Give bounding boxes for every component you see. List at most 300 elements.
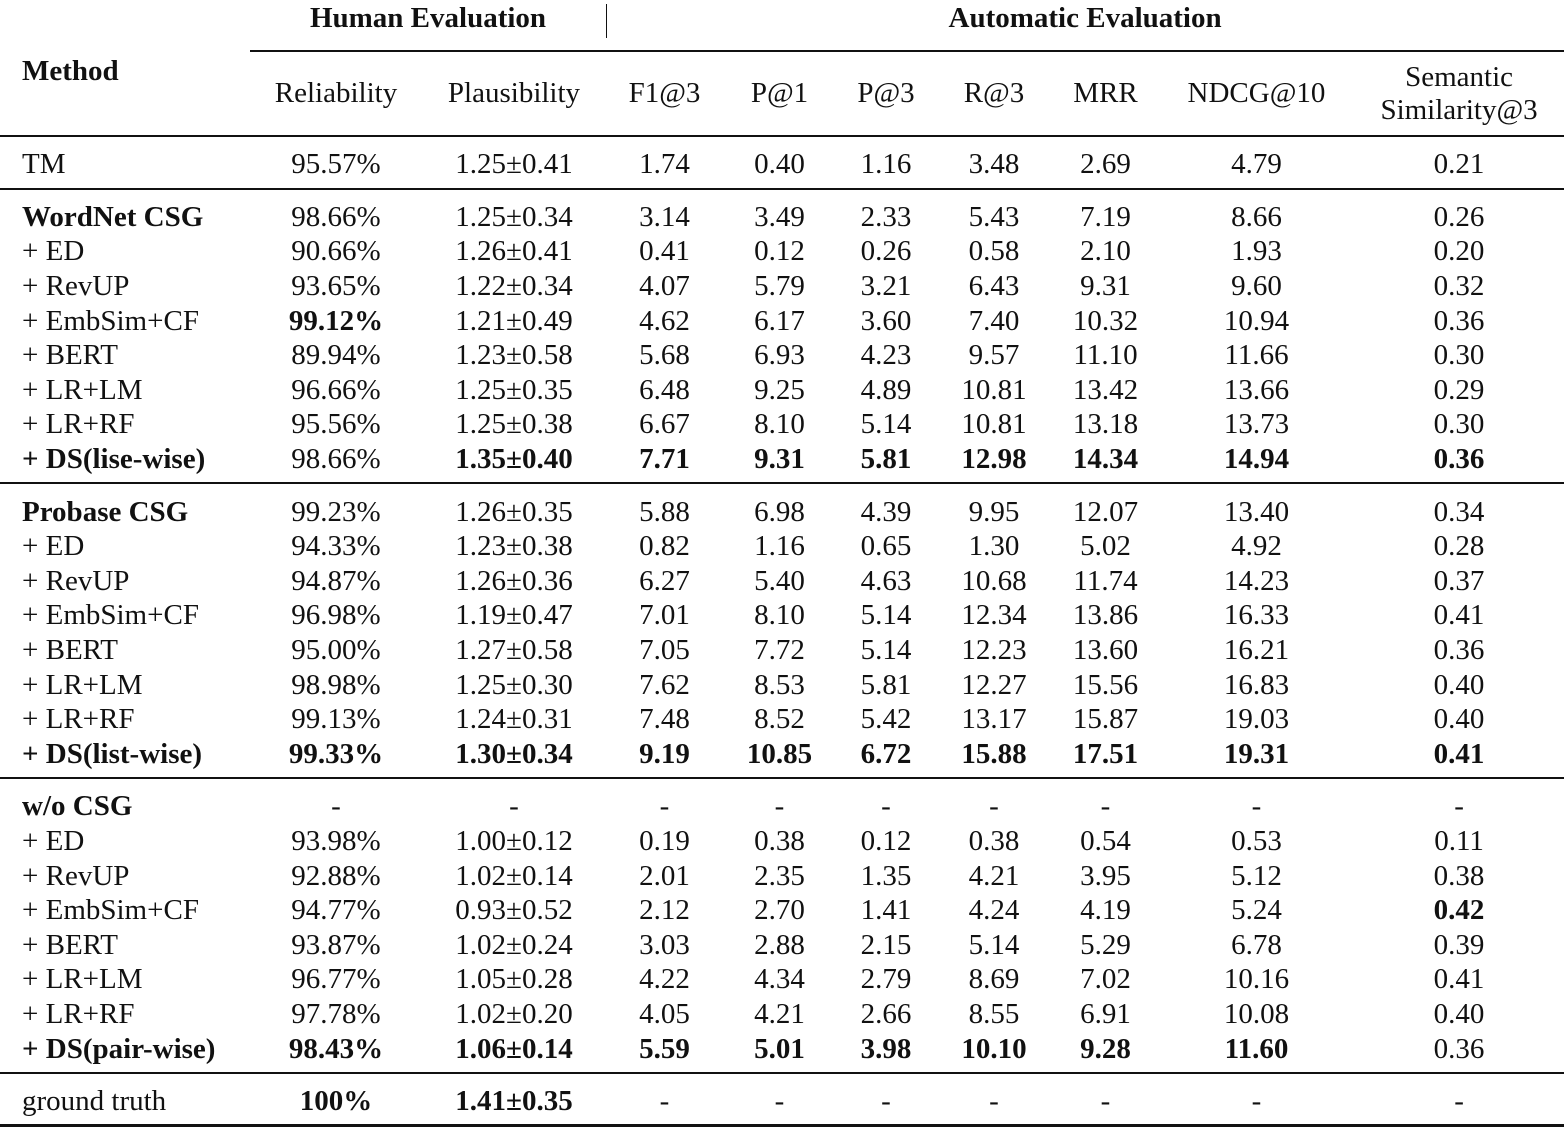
table-cell: - — [422, 778, 606, 824]
col-reliability: Reliability — [274, 77, 398, 109]
method-name: WordNet CSG — [0, 189, 250, 235]
table-cell: 3.49 — [723, 189, 836, 235]
table-cell: 0.40 — [1433, 703, 1485, 736]
col-r-at-3: R@3 — [963, 77, 1025, 109]
table-cell: 7.05 — [639, 634, 690, 667]
table-row — [0, 633, 1564, 668]
table-cell: 4.89 — [860, 373, 912, 406]
table-cell: 13.73 — [1223, 408, 1290, 441]
table-cell: 1.24±0.31 — [455, 703, 573, 736]
method-name: + ED — [22, 235, 85, 268]
table-cell: 5.02 — [1080, 530, 1131, 563]
table-cell: - — [606, 778, 723, 824]
table-cell: 2.15 — [860, 928, 912, 961]
table-cell: - — [836, 1073, 936, 1126]
table-row — [0, 778, 1564, 824]
col-plausibility: Plausibility — [447, 77, 581, 109]
method-name: + LR+RF — [22, 703, 135, 736]
table-cell: 0.40 — [723, 136, 836, 189]
group-header-row — [0, 0, 1564, 51]
automatic-evaluation-header: Automatic Evaluation — [606, 0, 1564, 51]
human-evaluation-header: Human Evaluation — [250, 0, 606, 51]
table-cell: 4.07 — [639, 270, 690, 303]
method-name: + LR+LM — [22, 963, 143, 996]
table-cell: 9.31 — [1080, 270, 1131, 303]
table-cell: 4.21 — [968, 859, 1020, 892]
table-cell: - — [836, 778, 936, 824]
table-cell: 97.78% — [291, 997, 381, 1030]
table-cell: 12.23 — [961, 634, 1027, 667]
table-cell: 9.60 — [1231, 270, 1282, 303]
table-cell: 13.40 — [1159, 483, 1354, 529]
results-body — [0, 136, 1564, 1126]
table-cell: 98.43% — [288, 1032, 384, 1065]
table-cell: 0.30 — [1433, 408, 1485, 441]
method-header: Method — [22, 55, 119, 87]
table-cell: 5.88 — [606, 483, 723, 529]
table-cell: 7.02 — [1080, 963, 1131, 996]
table-cell: 1.30±0.34 — [455, 737, 573, 770]
table-cell: 8.53 — [754, 668, 805, 701]
table-cell: 8.10 — [754, 599, 805, 632]
table-row — [0, 1073, 1564, 1126]
table-cell: 15.87 — [1072, 703, 1139, 736]
table-cell: 6.17 — [754, 304, 805, 337]
table-cell: 98.66% — [250, 189, 422, 235]
table-cell: 0.38 — [754, 824, 805, 857]
table-cell: 9.28 — [1080, 1032, 1131, 1065]
table-cell: 10.94 — [1223, 304, 1290, 337]
table-cell: 1.27±0.58 — [455, 634, 573, 667]
table-cell: 95.00% — [291, 634, 381, 667]
table-cell: 1.02±0.14 — [455, 859, 573, 892]
table-cell: 7.40 — [968, 304, 1020, 337]
table-cell: 9.31 — [754, 443, 805, 476]
table-cell: 0.54 — [1080, 824, 1131, 857]
table-cell: 1.25±0.38 — [455, 408, 573, 441]
table-cell: 93.87% — [291, 928, 381, 961]
table-cell: 4.19 — [1080, 894, 1131, 927]
method-name: + DS(list-wise) — [22, 737, 203, 770]
method-name: + EmbSim+CF — [22, 304, 199, 337]
table-cell: 13.42 — [1072, 373, 1139, 406]
table-cell: 1.25±0.30 — [455, 668, 573, 701]
table-cell: 6.72 — [860, 737, 912, 770]
table-cell: 7.19 — [1052, 189, 1159, 235]
table-cell: 5.81 — [860, 443, 912, 476]
table-cell: 0.21 — [1354, 136, 1564, 189]
table-cell: 94.77% — [291, 894, 381, 927]
table-cell: 9.57 — [968, 339, 1020, 372]
table-cell: 8.66 — [1159, 189, 1354, 235]
table-cell: 0.34 — [1354, 483, 1564, 529]
table-cell: 0.19 — [639, 824, 690, 857]
table-cell: 4.39 — [836, 483, 936, 529]
table-cell: 10.16 — [1223, 963, 1290, 996]
table-cell: 1.26±0.36 — [455, 564, 573, 597]
table-cell: 0.36 — [1433, 443, 1485, 476]
table-cell: 14.34 — [1072, 443, 1139, 476]
table-cell: 2.35 — [754, 859, 805, 892]
table-cell: 3.48 — [936, 136, 1052, 189]
method-name: + BERT — [22, 634, 118, 667]
table-cell: 3.21 — [860, 270, 912, 303]
table-cell: 0.36 — [1433, 304, 1485, 337]
table-cell: - — [606, 1073, 723, 1126]
table-row — [0, 338, 1564, 373]
table-cell: 98.66% — [291, 443, 381, 476]
table-cell: 5.14 — [860, 634, 912, 667]
table-cell: - — [723, 778, 836, 824]
table-cell: 2.33 — [836, 189, 936, 235]
table-cell: 10.10 — [961, 1032, 1027, 1065]
table-cell: 0.37 — [1433, 564, 1485, 597]
table-cell: 5.59 — [639, 1032, 690, 1065]
table-row — [0, 893, 1564, 928]
method-name: w/o CSG — [0, 778, 250, 824]
table-cell: 3.03 — [639, 928, 690, 961]
table-cell: 10.85 — [746, 737, 813, 770]
table-cell: 5.68 — [639, 339, 690, 372]
table-cell: 99.23% — [250, 483, 422, 529]
table-cell: 2.79 — [860, 963, 912, 996]
table-cell: 1.93 — [1231, 235, 1282, 268]
table-cell: 1.35±0.40 — [455, 443, 573, 476]
group-separator — [606, 4, 607, 38]
table-cell: 3.95 — [1080, 859, 1131, 892]
table-cell: 99.33% — [288, 737, 384, 770]
method-name: Probase CSG — [0, 483, 250, 529]
table-row — [0, 927, 1564, 962]
table-cell: 96.98% — [291, 599, 381, 632]
table-cell: 12.27 — [961, 668, 1027, 701]
table-cell: 4.34 — [754, 963, 805, 996]
table-cell: - — [936, 1073, 1052, 1126]
method-name: + LR+LM — [22, 373, 143, 406]
table-cell: 11.10 — [1073, 339, 1138, 372]
table-cell: 10.81 — [961, 373, 1027, 406]
table-cell: 1.16 — [754, 530, 805, 563]
table-cell: 15.56 — [1072, 668, 1139, 701]
table-cell: 6.43 — [968, 270, 1020, 303]
table-cell: 89.94% — [291, 339, 381, 372]
table-cell: 2.69 — [1052, 136, 1159, 189]
table-cell: 5.79 — [754, 270, 805, 303]
table-cell: 15.88 — [961, 737, 1027, 770]
table-cell: 90.66% — [291, 235, 381, 268]
table-cell: 2.88 — [754, 928, 805, 961]
table-cell: 13.18 — [1072, 408, 1139, 441]
table-cell: 1.26±0.35 — [422, 483, 606, 529]
table-cell: 14.94 — [1223, 443, 1290, 476]
table-cell: 6.27 — [639, 564, 690, 597]
table-cell: 17.51 — [1072, 737, 1139, 770]
table-cell: 0.38 — [1433, 859, 1485, 892]
table-cell: 3.60 — [860, 304, 912, 337]
table-row — [0, 997, 1564, 1032]
table-cell: 7.48 — [639, 703, 690, 736]
table-row — [0, 702, 1564, 737]
col-f1-at-3: F1@3 — [628, 77, 701, 109]
table-cell: 1.16 — [836, 136, 936, 189]
table-cell: 8.52 — [754, 703, 805, 736]
table-cell: 96.77% — [291, 963, 381, 996]
table-cell: 8.69 — [968, 963, 1020, 996]
table-cell: 0.39 — [1433, 928, 1485, 961]
table-row — [0, 529, 1564, 564]
table-cell: 4.21 — [754, 997, 805, 1030]
table-row — [0, 269, 1564, 304]
table-cell: 0.12 — [754, 235, 805, 268]
table-cell: 4.22 — [639, 963, 690, 996]
table-cell: 0.30 — [1433, 339, 1485, 372]
table-cell: - — [1159, 1073, 1354, 1126]
table-cell: 1.06±0.14 — [455, 1032, 573, 1065]
table-row — [0, 564, 1564, 599]
table-row — [0, 667, 1564, 702]
table-cell: 0.53 — [1231, 824, 1282, 857]
table-cell: 7.72 — [754, 634, 805, 667]
table-cell: 9.25 — [754, 373, 805, 406]
table-row — [0, 442, 1564, 484]
table-cell: 0.32 — [1433, 270, 1485, 303]
table-cell: - — [723, 1073, 836, 1126]
method-name: + BERT — [22, 928, 118, 961]
table-cell: 1.74 — [606, 136, 723, 189]
table-cell: 1.30 — [968, 530, 1020, 563]
table-row — [0, 598, 1564, 633]
table-row — [0, 373, 1564, 408]
table-cell: 1.25±0.34 — [422, 189, 606, 235]
table-cell: 6.48 — [639, 373, 690, 406]
table-cell: 10.32 — [1072, 304, 1139, 337]
table-cell: 13.60 — [1072, 634, 1139, 667]
col-ndcg-at-10: NDCG@10 — [1187, 77, 1326, 109]
table-row — [0, 234, 1564, 269]
table-cell: 94.87% — [291, 564, 381, 597]
table-cell: 92.88% — [291, 859, 381, 892]
table-row — [0, 483, 1564, 529]
table-cell: 95.57% — [250, 136, 422, 189]
table-cell: 11.60 — [1224, 1032, 1289, 1065]
table-cell: 7.01 — [639, 599, 690, 632]
table-cell: 96.66% — [291, 373, 381, 406]
table-cell: 0.26 — [1354, 189, 1564, 235]
table-cell: 5.81 — [860, 668, 912, 701]
table-cell: - — [1052, 1073, 1159, 1126]
table-cell: 1.41 — [860, 894, 912, 927]
col-semantic-line1: Semantic — [1405, 60, 1513, 93]
table-cell: 5.24 — [1231, 894, 1282, 927]
table-cell: 1.25±0.41 — [422, 136, 606, 189]
table-cell: 1.22±0.34 — [455, 270, 573, 303]
table-cell: 5.14 — [860, 599, 912, 632]
table-cell: 9.19 — [639, 737, 690, 770]
table-cell: 0.58 — [968, 235, 1020, 268]
table-cell: 16.83 — [1223, 668, 1290, 701]
table-cell: 1.26±0.41 — [455, 235, 573, 268]
table-cell: 4.23 — [860, 339, 912, 372]
method-name: + BERT — [22, 339, 118, 372]
table-cell: 0.11 — [1434, 824, 1484, 857]
table-cell: 5.14 — [968, 928, 1020, 961]
table-cell: 1.23±0.38 — [455, 530, 573, 563]
table-cell: 14.23 — [1223, 564, 1290, 597]
table-cell: 1.41±0.35 — [422, 1073, 606, 1126]
table-cell: 1.02±0.24 — [455, 928, 573, 961]
table-cell: 1.05±0.28 — [455, 963, 573, 996]
method-name: + EmbSim+CF — [22, 599, 199, 632]
table-cell: 99.12% — [288, 304, 384, 337]
table-cell: 10.08 — [1223, 997, 1290, 1030]
table-cell: 4.79 — [1159, 136, 1354, 189]
table-cell: - — [1354, 1073, 1564, 1126]
table-cell: 0.65 — [860, 530, 912, 563]
table-cell: 8.55 — [968, 997, 1020, 1030]
table-cell: - — [1052, 778, 1159, 824]
table-cell: 1.21±0.49 — [455, 304, 573, 337]
table-cell: 12.34 — [961, 599, 1027, 632]
table-cell: 10.81 — [961, 408, 1027, 441]
table-cell: 1.00±0.12 — [455, 824, 573, 857]
method-name: + RevUP — [22, 859, 130, 892]
col-semantic-similarity — [1354, 51, 1564, 136]
table-cell: 0.82 — [639, 530, 690, 563]
table-cell: 5.01 — [754, 1032, 805, 1065]
col-semantic-line2: Similarity@3 — [1380, 93, 1538, 126]
method-name: + LR+RF — [22, 408, 135, 441]
table-cell: - — [1159, 778, 1354, 824]
method-name: + RevUP — [22, 564, 130, 597]
method-name: TM — [0, 136, 250, 189]
table-cell: 5.12 — [1231, 859, 1282, 892]
table-cell: 12.98 — [961, 443, 1027, 476]
table-cell: 0.28 — [1433, 530, 1485, 563]
method-name: + RevUP — [22, 270, 130, 303]
table-row — [0, 189, 1564, 235]
table-cell: 16.21 — [1223, 634, 1290, 667]
table-cell: 12.07 — [1052, 483, 1159, 529]
table-cell: 2.12 — [639, 894, 690, 927]
col-mrr: MRR — [1073, 77, 1138, 109]
method-name: ground truth — [0, 1073, 250, 1126]
table-cell: - — [1354, 778, 1564, 824]
table-cell: 0.41 — [1433, 737, 1485, 770]
table-row — [0, 858, 1564, 893]
table-cell: 7.62 — [639, 668, 690, 701]
table-cell: 4.62 — [639, 304, 690, 337]
method-name: + LR+RF — [22, 997, 135, 1030]
table-cell: 95.56% — [291, 408, 381, 441]
method-name: + LR+LM — [22, 668, 143, 701]
table-cell: 2.70 — [754, 894, 805, 927]
table-cell: 94.33% — [291, 530, 381, 563]
table-cell: 1.35 — [860, 859, 912, 892]
table-cell: 4.63 — [860, 564, 912, 597]
table-row — [0, 962, 1564, 997]
table-cell: 13.66 — [1223, 373, 1290, 406]
table-cell: 0.40 — [1433, 668, 1485, 701]
table-cell: 4.05 — [639, 997, 690, 1030]
table-cell: 0.36 — [1433, 1032, 1485, 1065]
table-row — [0, 824, 1564, 859]
table-cell: 13.17 — [961, 703, 1027, 736]
table-cell: 5.40 — [754, 564, 805, 597]
table-cell: 100% — [250, 1073, 422, 1126]
table-cell: 0.29 — [1433, 373, 1485, 406]
col-p-at-3: P@3 — [857, 77, 915, 109]
table-row — [0, 136, 1564, 189]
table-cell: 1.25±0.35 — [455, 373, 573, 406]
table-cell: 5.14 — [860, 408, 912, 441]
table-cell: 19.31 — [1223, 737, 1290, 770]
table-cell: 19.03 — [1223, 703, 1290, 736]
table-cell: 6.91 — [1080, 997, 1131, 1030]
table-cell: 11.74 — [1073, 564, 1138, 597]
table-cell: 7.71 — [639, 443, 690, 476]
method-name: + DS(pair-wise) — [22, 1032, 216, 1065]
table-cell: 6.78 — [1231, 928, 1282, 961]
table-cell: 98.98% — [291, 668, 381, 701]
col-p-at-1: P@1 — [750, 77, 809, 109]
table-cell: 0.41 — [1433, 599, 1485, 632]
table-cell: 0.41 — [639, 235, 690, 268]
table-cell: 3.14 — [606, 189, 723, 235]
table-cell: 0.38 — [968, 824, 1020, 857]
table-cell: 0.42 — [1433, 894, 1485, 927]
table-cell: 0.20 — [1433, 235, 1485, 268]
table-cell: 2.66 — [860, 997, 912, 1030]
table-cell: 1.23±0.58 — [455, 339, 573, 372]
table-cell: 0.26 — [860, 235, 912, 268]
table-cell: 93.65% — [291, 270, 381, 303]
table-row — [0, 407, 1564, 442]
table-cell: 9.95 — [936, 483, 1052, 529]
table-row — [0, 737, 1564, 779]
method-name: + DS(lise-wise) — [22, 443, 206, 476]
table-cell: - — [936, 778, 1052, 824]
table-cell: 11.66 — [1224, 339, 1289, 372]
table-cell: 0.40 — [1433, 997, 1485, 1030]
table-cell: 10.68 — [961, 564, 1027, 597]
table-cell: 0.12 — [860, 824, 912, 857]
method-name: + ED — [22, 530, 85, 563]
table-cell: 5.42 — [860, 703, 912, 736]
table-cell: 13.86 — [1072, 599, 1139, 632]
table-cell: 0.36 — [1433, 634, 1485, 667]
table-cell: 4.24 — [968, 894, 1020, 927]
table-cell: 6.98 — [723, 483, 836, 529]
table-cell: 1.19±0.47 — [455, 599, 573, 632]
table-cell: 16.33 — [1223, 599, 1290, 632]
table-cell: 1.02±0.20 — [455, 997, 573, 1030]
table-cell: 4.92 — [1231, 530, 1282, 563]
table-cell: 2.01 — [639, 859, 690, 892]
table-cell: 0.41 — [1433, 963, 1485, 996]
table-cell: 93.98% — [291, 824, 381, 857]
table-row — [0, 1031, 1564, 1073]
table-cell: 3.98 — [860, 1032, 912, 1065]
method-name: + ED — [22, 824, 85, 857]
table-row — [0, 303, 1564, 338]
table-cell: 8.10 — [754, 408, 805, 441]
table-cell: 6.93 — [754, 339, 805, 372]
method-name: + EmbSim+CF — [22, 894, 199, 927]
table-cell: 6.67 — [639, 408, 690, 441]
table-cell: 0.93±0.52 — [455, 894, 573, 927]
table-cell: 5.43 — [936, 189, 1052, 235]
table-cell: 2.10 — [1080, 235, 1131, 268]
